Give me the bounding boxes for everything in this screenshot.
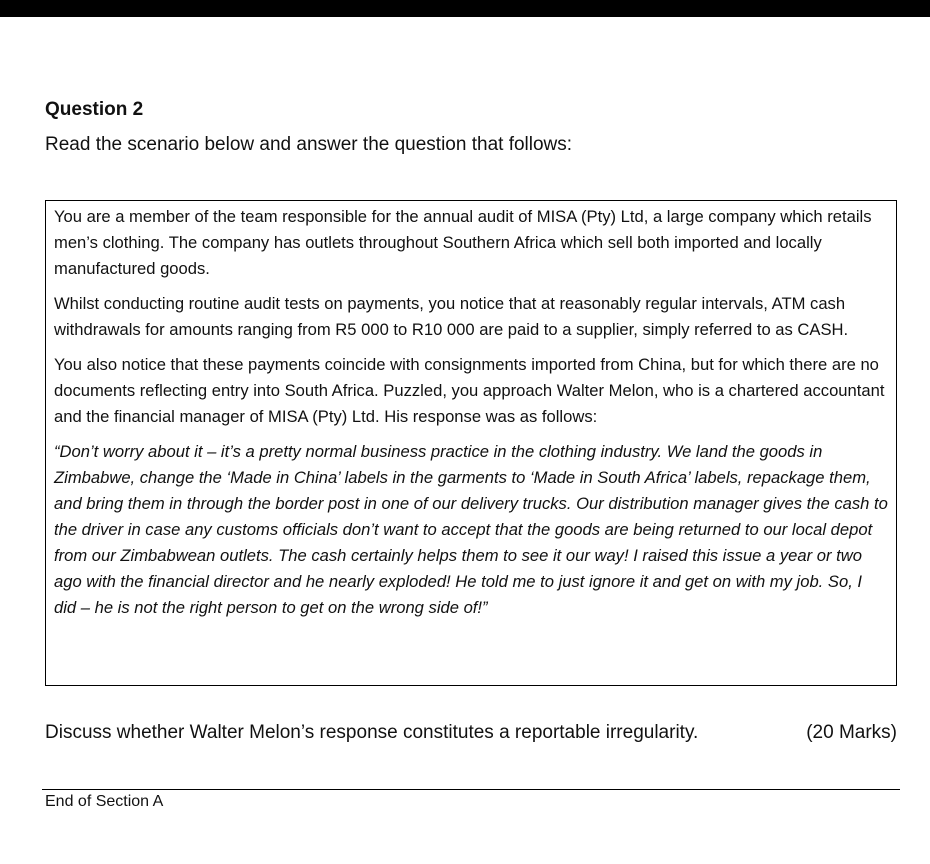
task-text: Discuss whether Walter Melon’s response constitutes a reportable irregularity. [45, 722, 699, 743]
scenario-paragraph-1: You are a member of the team responsible for the annual audit of MISA (Pty) Ltd, a large company which retails men’s clothing. The company has outlets throughout Southern Africa which sell both imported and locally manufactured goods. [54, 207, 872, 278]
section-end-label: End of Section A [45, 793, 164, 810]
scenario-paragraph-3: You also notice that these payments coincide with consignments imported from China, but for which there are no documents reflecting entry into South Africa. Puzzled, you approach Walter Melon, who is a chartered accountant and the financial manager of MISA (Pty) Ltd. His response was as follows: [54, 355, 885, 426]
scenario-quote: “Don’t worry about it – it’s a pretty normal business practice in the clothing industry. We land the goods in Zimbabwe, change the ‘Made in China’ labels in the garments to ‘Made in South Africa’ labels, repackage them, and bring them in through the border post in one of our delivery trucks. Our distribution manager gives the cash to the driver in case any customs officials don’t want to accept that the goods are being returned to our local depot from our Zimbabwean outlets. The cash certainly helps them to see it our way! I raised this issue a year or two ago with the financial director and he nearly exploded! He told me to just ignore it and get on with my job. So, I did – he is not the right person to get on the wrong side of!” [54, 442, 888, 617]
top-black-bar [0, 0, 930, 17]
section-divider [42, 789, 900, 790]
scenario-box [45, 200, 897, 686]
question-intro: Read the scenario below and answer the question that follows: [45, 134, 573, 155]
task-row [45, 722, 897, 744]
scenario-paragraph-2: Whilst conducting routine audit tests on payments, you notice that at reasonably regular intervals, ATM cash withdrawals for amounts ranging from R5 000 to R10 000 are paid to a supplier, simply referred to as CASH. [54, 294, 849, 339]
task-marks: (20 Marks) [806, 722, 897, 743]
question-heading: Question 2 [45, 99, 144, 120]
